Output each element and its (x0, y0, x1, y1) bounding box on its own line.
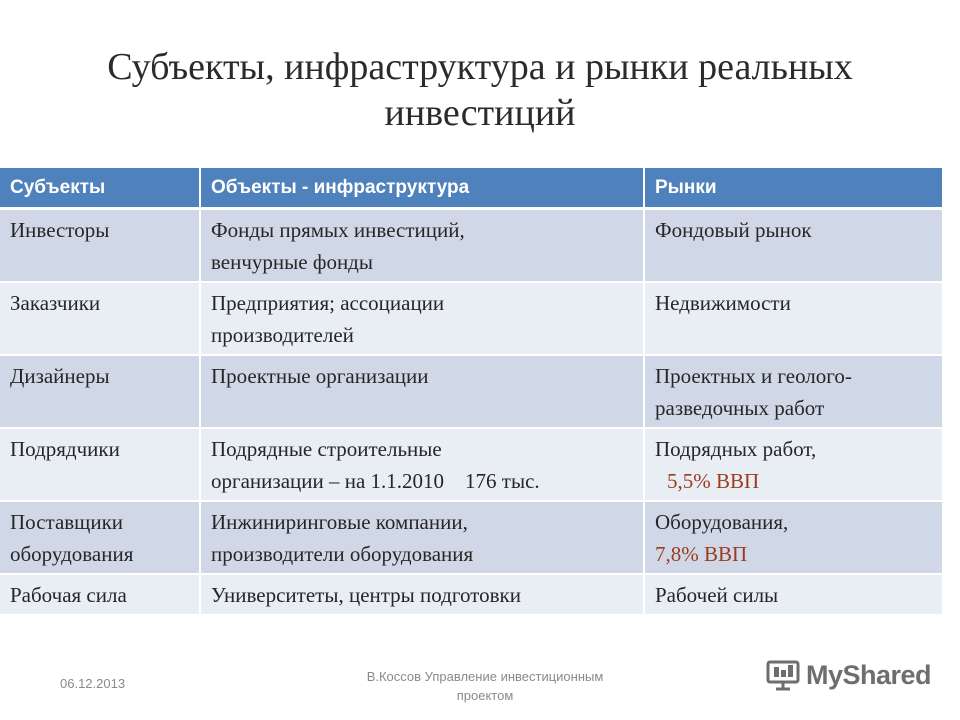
cell-objects-line: Предприятия; ассоциации (211, 291, 445, 315)
cell-objects-line: Инжиниринговые компании, (211, 510, 468, 534)
presentation-screen-icon (766, 659, 800, 691)
slide-title-line-2: инвестиций (384, 92, 576, 134)
cell-market-line: разведочных работ (655, 396, 825, 420)
cell-objects-line: венчурные фонды (211, 250, 373, 274)
table-row (0, 429, 942, 502)
cell-objects (201, 575, 645, 616)
cell-objects-line: Проектные организации (211, 364, 429, 388)
cell-objects-line: Фонды прямых инвестиций, (211, 218, 465, 242)
cell-objects (201, 429, 645, 502)
cell-subject: Заказчики (0, 283, 201, 356)
column-header-objects: Объекты - инфраструктура (201, 168, 645, 210)
table-row (0, 356, 942, 429)
cell-objects-line: Университеты, центры подготовки (211, 583, 521, 607)
cell-subject: Инвесторы (0, 210, 201, 283)
cell-objects-line: Подрядные строительные (211, 437, 442, 461)
cell-objects-line: производители оборудования (211, 542, 474, 566)
cell-objects (201, 356, 645, 429)
cell-market (645, 210, 942, 283)
table-body (0, 210, 942, 616)
table-header-row (0, 168, 942, 210)
slide-title (40, 44, 920, 136)
table-row (0, 210, 942, 283)
cell-objects-line: организации – на 1.1.2010 176 тыс. (211, 469, 540, 493)
cell-subject: Поставщики оборудования (0, 502, 201, 575)
investment-table (0, 168, 942, 616)
watermark-logo (766, 656, 936, 694)
cell-objects (201, 210, 645, 283)
column-header-markets: Рынки (645, 168, 942, 210)
cell-market (645, 283, 942, 356)
table-row (0, 575, 942, 616)
cell-subject: Дизайнеры (0, 356, 201, 429)
footer-author (340, 667, 630, 705)
cell-market-line: Недвижимости (655, 291, 791, 315)
market-gdp-share: 5,5% ВВП (667, 469, 760, 493)
cell-market (645, 356, 942, 429)
cell-objects (201, 502, 645, 575)
cell-objects-line: производителей (211, 323, 354, 347)
cell-market-line: Рабочей силы (655, 583, 779, 607)
slide-title-line-1: Субъекты, инфраструктура и рынки реальных (107, 46, 853, 88)
table-row (0, 502, 942, 575)
footer-author-line-1: В.Коссов Управление инвестиционным (366, 669, 604, 684)
table-row (0, 283, 942, 356)
cell-market (645, 502, 942, 575)
footer-date: 06.12.2013 (60, 676, 126, 691)
cell-market (645, 575, 942, 616)
cell-objects (201, 283, 645, 356)
cell-market-line: Проектных и геолого- (655, 364, 852, 388)
cell-market-line: Подрядных работ, (655, 437, 817, 461)
cell-market-line: Фондовый рынок (655, 218, 812, 242)
cell-market (645, 429, 942, 502)
column-header-subjects: Субъекты (0, 168, 201, 210)
cell-market-line: Оборудования, (655, 510, 789, 534)
watermark-text: MyShared (806, 659, 932, 690)
footer-author-line-2: проектом (456, 688, 514, 703)
cell-subject: Рабочая сила (0, 575, 201, 616)
market-gdp-share: 7,8% ВВП (655, 542, 748, 566)
cell-subject: Подрядчики (0, 429, 201, 502)
